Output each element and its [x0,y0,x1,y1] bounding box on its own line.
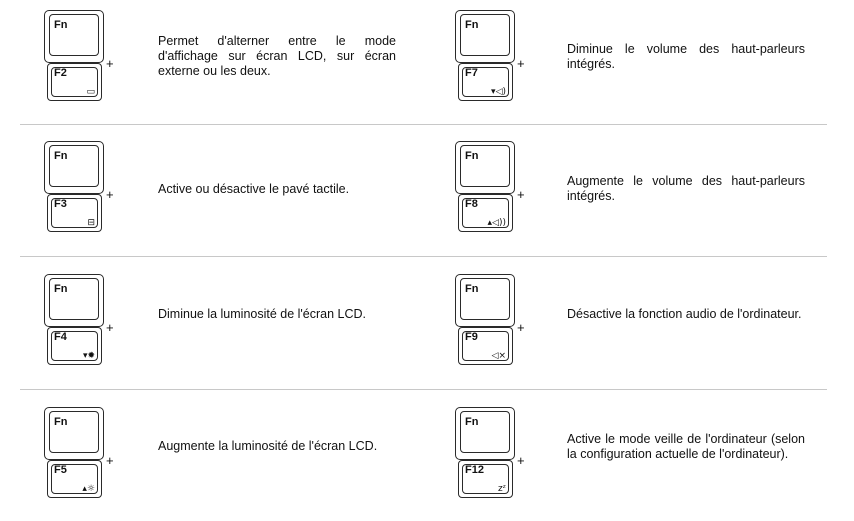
fn-key [44,10,104,63]
key-combo-fn-f5 [44,407,119,507]
fn-key [44,141,104,194]
fn-key-label: Fn [465,283,479,295]
volume-up-icon: ▴◁)) [487,218,506,228]
plus-sign: + [106,56,114,71]
sleep-icon: zᶻ [497,484,506,494]
fn-key [44,274,104,327]
fn-key-label: Fn [54,283,68,295]
fn-f7-description: Diminue le volume des haut-parleurs intégrés. [567,42,805,71]
f2-key [47,63,102,101]
display-toggle-icon: ▭ [86,87,95,97]
f7-key-label: F7 [465,67,478,79]
fn-key [44,407,104,460]
plus-sign: + [517,320,525,335]
fn-key-label: Fn [465,150,479,162]
plus-sign: + [106,453,114,468]
fn-key-label: Fn [465,19,479,31]
brightness-up-icon: ▴☼ [82,484,95,494]
fn-key [455,407,515,460]
key-combo-fn-f9 [455,274,530,374]
mute-icon: ◁× [491,351,506,361]
f3-key [47,194,102,232]
key-combo-fn-f3 [44,141,119,241]
f4-key [47,327,102,365]
fn-key-label: Fn [54,19,68,31]
f12-key [458,460,513,498]
fn-key [455,274,515,327]
fn-f8-description: Augmente le volume des haut-parleurs intégrés. [567,174,805,203]
fn-key [455,10,515,63]
fn-f3-description: Active ou désactive le pavé tactile. [158,182,350,196]
f4-key-label: F4 [54,331,67,343]
fn-f5-description: Augmente la luminosité de l'écran LCD. [158,439,378,453]
fn-f4-description: Diminue la luminosité de l'écran LCD. [158,307,367,321]
key-combo-fn-f12 [455,407,530,507]
f2-key-label: F2 [54,67,67,79]
row-divider [20,389,827,390]
key-combo-fn-f7 [455,10,530,110]
f8-key-label: F8 [465,198,478,210]
f12-key-label: F12 [465,464,484,476]
f5-key [47,460,102,498]
plus-sign: + [106,320,114,335]
fn-f2-description: Permet d'alterner entre le mode d'affichage sur écran LCD, sur écran externe ou les deux. [158,34,396,78]
f8-key [458,194,513,232]
f9-key-label: F9 [465,331,478,343]
plus-sign: + [106,187,114,202]
row-divider [20,256,827,257]
touchpad-icon: ⊟ [87,218,95,228]
fn-key-label: Fn [54,150,68,162]
fn-key-label: Fn [54,416,68,428]
volume-down-icon: ▾◁) [491,87,506,97]
key-combo-fn-f4 [44,274,119,374]
fn-f12-description: Active le mode veille de l'ordinateur (selon la configuration actuelle de l'ordinateur). [567,432,805,461]
f5-key-label: F5 [54,464,67,476]
f3-key-label: F3 [54,198,67,210]
f9-key [458,327,513,365]
f7-key [458,63,513,101]
plus-sign: + [517,453,525,468]
fn-key-label: Fn [465,416,479,428]
key-combo-fn-f8 [455,141,530,241]
fn-f9-description: Désactive la fonction audio de l'ordinateur. [567,307,802,321]
brightness-down-icon: ▾✹ [82,351,95,361]
plus-sign: + [517,187,525,202]
key-combo-fn-f2 [44,10,119,110]
fn-key [455,141,515,194]
plus-sign: + [517,56,525,71]
row-divider [20,124,827,125]
